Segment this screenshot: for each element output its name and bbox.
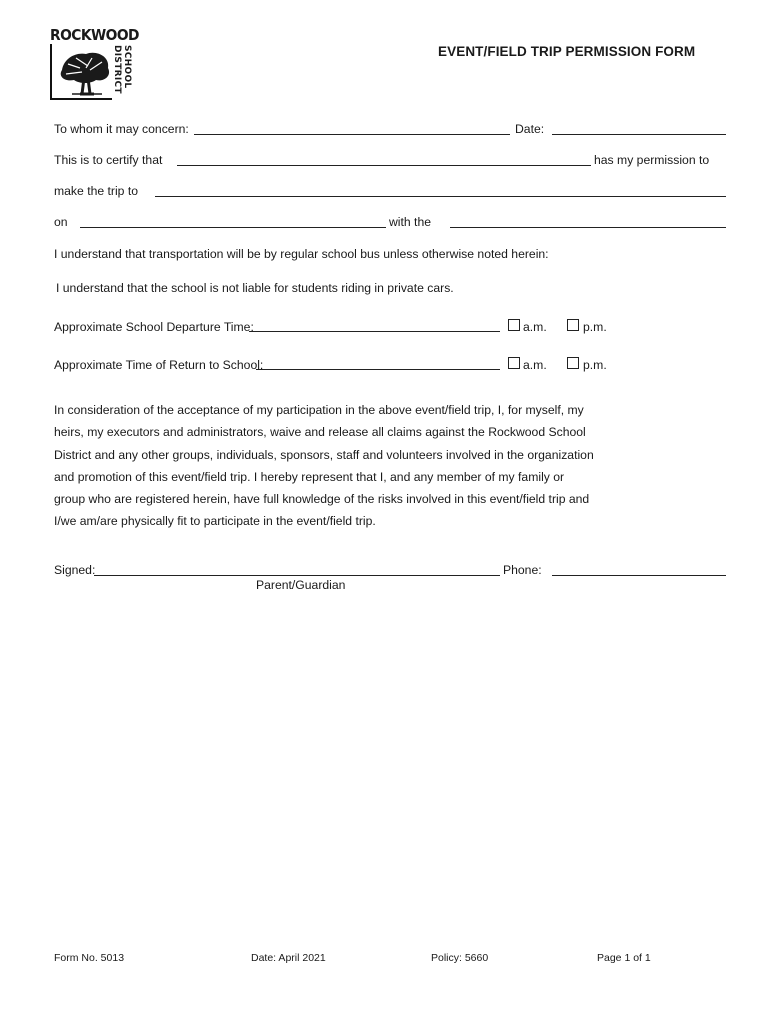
waiver-line: and promotion of this event/field trip. I hereby represent that I, and any member of my family or bbox=[54, 469, 565, 484]
logo-side-district: DISTRICT bbox=[112, 45, 122, 94]
permission-label: has my permission to bbox=[594, 153, 710, 167]
return-am-label: a.m. bbox=[523, 358, 547, 372]
to-whom-label: To whom it may concern: bbox=[54, 122, 189, 136]
departure-time-field[interactable] bbox=[249, 331, 500, 332]
footer-form-number: Form No. 5013 bbox=[54, 952, 125, 964]
footer-policy: Policy: 5660 bbox=[431, 952, 489, 964]
signature-field[interactable] bbox=[94, 575, 500, 576]
waiver-paragraph bbox=[54, 399, 624, 533]
departure-label: Approximate School Departure Time: bbox=[54, 320, 254, 334]
form-title: EVENT/FIELD TRIP PERMISSION FORM bbox=[438, 44, 696, 59]
group-field[interactable] bbox=[450, 227, 726, 228]
destination-field[interactable] bbox=[155, 196, 726, 197]
trip-label: make the trip to bbox=[54, 184, 138, 198]
footer-date: Date: April 2021 bbox=[251, 952, 326, 964]
departure-pm-checkbox[interactable] bbox=[567, 319, 579, 331]
footer-page: Page 1 of 1 bbox=[597, 952, 651, 964]
phone-label: Phone: bbox=[503, 563, 542, 577]
tree-icon bbox=[58, 48, 114, 98]
waiver-line: heirs, my executors and administrators, waive and release all claims against the Rockwood School bbox=[54, 425, 586, 440]
student-name-field[interactable] bbox=[177, 165, 591, 166]
guardian-label: Parent/Guardian bbox=[256, 578, 346, 592]
waiver-line: group who are registered herein, have full knowledge of the risks involved in this event/field trip and bbox=[54, 492, 590, 507]
district-logo bbox=[50, 26, 139, 102]
departure-am-checkbox[interactable] bbox=[508, 319, 520, 331]
signed-label: Signed: bbox=[54, 563, 96, 577]
logo-name: ROCKWOOD bbox=[50, 26, 139, 44]
return-time-field[interactable] bbox=[256, 369, 500, 370]
departure-am-label: a.m. bbox=[523, 320, 547, 334]
waiver-line: District and any other groups, individuals, sponsors, staff and volunteers involved in the organization bbox=[54, 447, 594, 462]
to-whom-field[interactable] bbox=[194, 134, 510, 135]
date-label: Date: bbox=[515, 122, 545, 136]
trip-date-field[interactable] bbox=[80, 227, 386, 228]
date-field[interactable] bbox=[552, 134, 726, 135]
certify-label: This is to certify that bbox=[54, 153, 163, 167]
waiver-line: I/we am/are physically fit to participate in the event/field trip. bbox=[54, 514, 376, 529]
return-pm-label: p.m. bbox=[583, 358, 607, 372]
transport-note: I understand that transportation will be by regular school bus unless otherwise noted herein: bbox=[54, 247, 549, 261]
return-am-checkbox[interactable] bbox=[508, 357, 520, 369]
waiver-line: In consideration of the acceptance of my participation in the above event/field trip, I, for myself, my bbox=[54, 403, 584, 417]
phone-field[interactable] bbox=[552, 575, 726, 576]
return-pm-checkbox[interactable] bbox=[567, 357, 579, 369]
departure-pm-label: p.m. bbox=[583, 320, 607, 334]
with-label: with the bbox=[389, 215, 432, 229]
logo-side-school: SCHOOL bbox=[122, 45, 132, 89]
return-label: Approximate Time of Return to School: bbox=[54, 358, 264, 372]
on-label: on bbox=[54, 215, 68, 229]
liability-note: I understand that the school is not liable for students riding in private cars. bbox=[56, 281, 454, 295]
